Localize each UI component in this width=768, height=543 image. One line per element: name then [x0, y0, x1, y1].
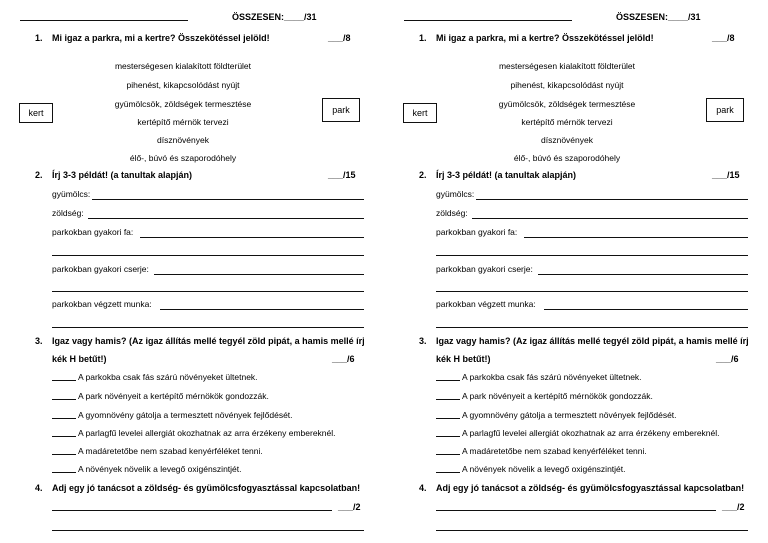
statement-row	[52, 411, 293, 420]
answer-line[interactable]	[436, 291, 748, 292]
answer-line[interactable]	[472, 218, 748, 219]
answer-line[interactable]	[52, 510, 332, 511]
q3-points[interactable]: ___/6	[716, 354, 739, 364]
answer-blank[interactable]	[436, 418, 460, 419]
park-box[interactable]: park	[322, 98, 360, 122]
q4-number: 4.	[419, 483, 427, 493]
kert-box[interactable]: kert	[403, 103, 437, 123]
total-max: /31	[304, 12, 317, 22]
answer-blank[interactable]	[436, 399, 460, 400]
worksheet-copy-right	[384, 0, 768, 543]
answer-line[interactable]	[52, 291, 364, 292]
statement-row	[52, 373, 258, 382]
statement-text: A gyomnövény gátolja a termesztett növények fejlődését.	[78, 410, 293, 420]
field-label-zoldseg: zöldség:	[436, 208, 468, 218]
q4-number: 4.	[35, 483, 43, 493]
q4-prompt: Adj egy jó tanácsot a zöldség- és gyümölcsfogyasztással kapcsolatban!	[436, 483, 745, 493]
answer-blank[interactable]	[436, 436, 460, 437]
answer-blank[interactable]	[436, 380, 460, 381]
list-item: kertépítő mérnök tervezi	[521, 117, 613, 127]
answer-line[interactable]	[436, 327, 748, 328]
statement-text: A park növényeit a kertépítő mérnökök gondozzák.	[462, 391, 653, 401]
q3-prompt-line1: Igaz vagy hamis? (Az igaz állítás mellé tegyél zöld pipát, a hamis mellé írj	[52, 336, 365, 346]
q3-number: 3.	[419, 336, 427, 346]
field-label-fa: parkokban gyakori fa:	[436, 227, 518, 237]
list-item: dísznövények	[157, 135, 209, 145]
answer-line[interactable]	[436, 510, 716, 511]
total-max: /31	[688, 12, 701, 22]
total-label: ÖSSZESEN:	[232, 12, 285, 22]
answer-line[interactable]	[476, 199, 748, 200]
field-label-fa: parkokban gyakori fa:	[52, 227, 134, 237]
statement-row	[52, 447, 263, 456]
field-label-cserje: parkokban gyakori cserje:	[436, 264, 533, 274]
statement-row	[436, 447, 647, 456]
q1-number: 1.	[419, 33, 427, 43]
answer-line[interactable]	[538, 274, 748, 275]
list-item: dísznövények	[541, 135, 593, 145]
statement-row	[436, 373, 642, 382]
q1-prompt: Mi igaz a parkra, mi a kertre? Összekötéssel jelöld!	[436, 33, 654, 43]
field-label-munka: parkokban végzett munka:	[52, 299, 152, 309]
q2-number: 2.	[419, 170, 427, 180]
statement-row	[436, 411, 677, 420]
statement-row	[436, 429, 720, 438]
list-item: gyümölcsök, zöldségek termesztése	[114, 99, 252, 109]
answer-blank[interactable]	[52, 380, 76, 381]
list-item: mesterségesen kialakított földterület	[498, 61, 636, 71]
list-item: élő-, búvó és szaporodóhely	[129, 153, 237, 163]
answer-line[interactable]	[544, 309, 748, 310]
answer-blank[interactable]	[52, 399, 76, 400]
statement-text: A növények növelik a levegő oxigénszintjét.	[78, 464, 242, 474]
q3-number: 3.	[35, 336, 43, 346]
q2-prompt: Írj 3-3 példát! (a tanultak alapján)	[52, 170, 193, 180]
park-box[interactable]: park	[706, 98, 744, 122]
statement-text: A parlagfű levelei allergiát okozhatnak az arra érzékeny embereknél.	[462, 428, 720, 438]
list-item: mesterségesen kialakított földterület	[114, 61, 252, 71]
statement-text: A madáretetőbe nem szabad kenyérféléket tenni.	[78, 446, 263, 456]
list-item: pihenést, kikapcsolódást nyújt	[510, 80, 624, 90]
answer-blank[interactable]	[436, 472, 460, 473]
statement-text: A madáretetőbe nem szabad kenyérféléket tenni.	[462, 446, 647, 456]
q1-points[interactable]: ___/8	[712, 33, 735, 43]
answer-blank[interactable]	[436, 454, 460, 455]
list-item: kertépítő mérnök tervezi	[137, 117, 229, 127]
answer-line[interactable]	[160, 309, 364, 310]
list-item: élő-, búvó és szaporodóhely	[513, 153, 621, 163]
field-label-gyumolcs: gyümölcs:	[52, 189, 91, 199]
q3-points[interactable]: ___/6	[332, 354, 355, 364]
answer-blank[interactable]	[52, 454, 76, 455]
statement-text: A park növényeit a kertépítő mérnökök gondozzák.	[78, 391, 269, 401]
answer-line[interactable]	[52, 530, 364, 531]
field-label-munka: parkokban végzett munka:	[436, 299, 536, 309]
q2-points[interactable]: ___/15	[712, 170, 740, 180]
q1-number: 1.	[35, 33, 43, 43]
statement-text: A parkokba csak fás szárú növényeket ültetnek.	[78, 372, 258, 382]
answer-line[interactable]	[140, 237, 364, 238]
q3-prompt-line1: Igaz vagy hamis? (Az igaz állítás mellé tegyél zöld pipát, a hamis mellé írj	[436, 336, 749, 346]
q4-points[interactable]: ___/2	[338, 502, 361, 512]
q3-prompt-line2: kék H betűt!)	[52, 354, 107, 364]
statement-row	[52, 465, 242, 474]
field-label-cserje: parkokban gyakori cserje:	[52, 264, 149, 274]
statement-row	[52, 392, 269, 401]
answer-line[interactable]	[92, 199, 364, 200]
statement-row	[52, 429, 336, 438]
answer-line[interactable]	[436, 255, 748, 256]
q4-prompt: Adj egy jó tanácsot a zöldség- és gyümölcsfogyasztással kapcsolatban!	[52, 483, 361, 493]
list-item: gyümölcsök, zöldségek termesztése	[498, 99, 636, 109]
total-blank[interactable]: ____	[668, 12, 689, 22]
answer-blank[interactable]	[52, 418, 76, 419]
total-blank[interactable]: ____	[284, 12, 305, 22]
statement-text: A gyomnövény gátolja a termesztett növények fejlődését.	[462, 410, 677, 420]
q2-points[interactable]: ___/15	[328, 170, 356, 180]
q1-prompt: Mi igaz a parkra, mi a kertre? Összekötéssel jelöld!	[52, 33, 270, 43]
statement-text: A parkokba csak fás szárú növényeket ültetnek.	[462, 372, 642, 382]
q4-points[interactable]: ___/2	[722, 502, 745, 512]
answer-blank[interactable]	[52, 472, 76, 473]
kert-box[interactable]: kert	[19, 103, 53, 123]
statement-text: A parlagfű levelei allergiát okozhatnak az arra érzékeny embereknél.	[78, 428, 336, 438]
statement-row	[436, 465, 626, 474]
answer-line[interactable]	[436, 530, 748, 531]
total-label: ÖSSZESEN:	[616, 12, 669, 22]
statement-row	[436, 392, 653, 401]
q2-prompt: Írj 3-3 példát! (a tanultak alapján)	[436, 170, 577, 180]
field-label-gyumolcs: gyümölcs:	[436, 189, 475, 199]
answer-line[interactable]	[524, 237, 748, 238]
field-label-zoldseg: zöldség:	[52, 208, 84, 218]
statement-text: A növények növelik a levegő oxigénszintjét.	[462, 464, 626, 474]
answer-line[interactable]	[52, 255, 364, 256]
q3-prompt-line2: kék H betűt!)	[436, 354, 491, 364]
answer-blank[interactable]	[52, 436, 76, 437]
answer-line[interactable]	[52, 327, 364, 328]
q2-number: 2.	[35, 170, 43, 180]
list-item: pihenést, kikapcsolódást nyújt	[126, 80, 240, 90]
answer-line[interactable]	[88, 218, 364, 219]
q1-points[interactable]: ___/8	[328, 33, 351, 43]
answer-line[interactable]	[154, 274, 364, 275]
